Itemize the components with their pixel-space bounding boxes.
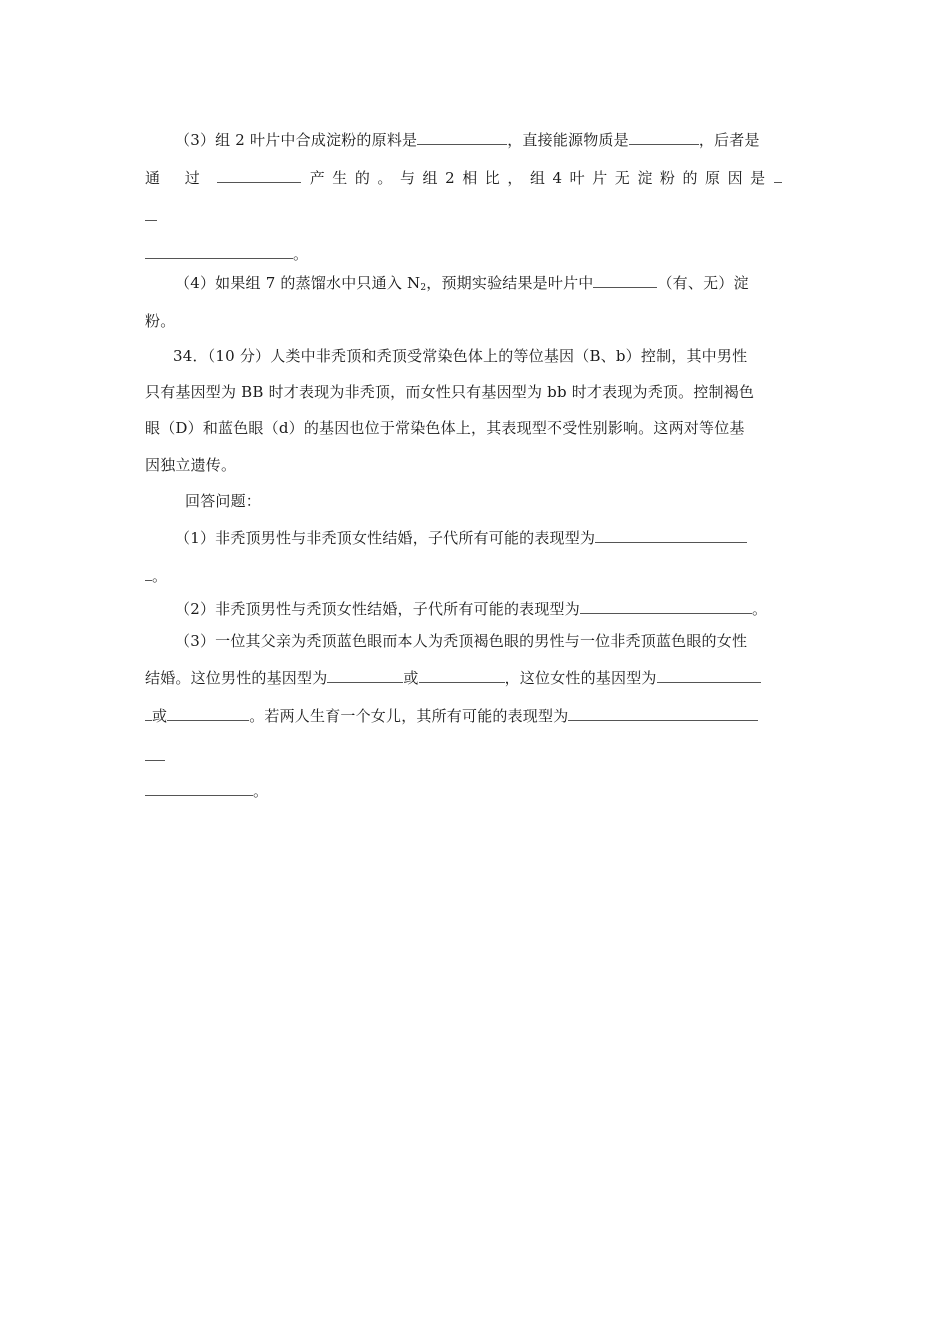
- text: 或: [403, 669, 419, 687]
- text: （4）如果组 7 的蒸馏水中只通入 N: [175, 274, 421, 292]
- text: ，这位女性的基因型为: [504, 669, 657, 687]
- q34-sub2-line1: [145, 599, 807, 618]
- q33-p3-line4: [145, 244, 807, 263]
- q34-intro-line2: [145, 383, 807, 401]
- answer-blank[interactable]: [145, 706, 152, 721]
- answer-blank[interactable]: [327, 668, 403, 683]
- answer-blank[interactable]: [629, 130, 699, 145]
- text: 或: [152, 707, 168, 725]
- q34-intro-line1: [145, 347, 805, 365]
- q33-p3-line3: [145, 206, 807, 225]
- answer-blank[interactable]: [145, 781, 253, 796]
- text: 。若两人生育一个女儿，其所有可能的表现型为: [249, 707, 569, 725]
- answer-blank[interactable]: [145, 566, 152, 581]
- text: （3）一位其父亲为秃顶蓝色眼而本人为秃顶褐色眼的男性与一位非秃顶蓝色眼的女性: [175, 632, 748, 650]
- q34-sub3-line2: [145, 668, 807, 687]
- text: 。: [152, 567, 168, 585]
- answer-blank[interactable]: [774, 168, 782, 183]
- text: 眼（D）和蓝色眼（d）的基因也位于常染色体上，其表现型不受性别影响。这两对等位基: [145, 419, 745, 437]
- text: 产 生 的 。 与 组 2 相 比 ， 组 4 叶 片 无 淀 粉 的 原 因 是: [309, 169, 765, 187]
- text: （2）非秃顶男性与秃顶女性结婚，子代所有可能的表现型为: [175, 600, 580, 618]
- text: 因独立遗传。: [145, 456, 237, 474]
- q34-intro-line4: [145, 456, 807, 474]
- text: 结婚。这位男性的基因型为: [145, 669, 328, 687]
- answer-blank[interactable]: [145, 244, 293, 259]
- text: ，预期实验结果是叶片中: [426, 274, 594, 292]
- q34-sub3-line4: [145, 746, 807, 765]
- text: 。: [751, 600, 768, 618]
- answer-blank[interactable]: [595, 528, 747, 543]
- text: ，直接能源物质是: [507, 131, 629, 149]
- q34-prompt: [145, 492, 807, 510]
- answer-blank[interactable]: [145, 746, 165, 761]
- q34-intro-line3: [145, 419, 807, 437]
- text: 。: [253, 782, 269, 800]
- subscript: 2: [420, 283, 427, 293]
- answer-blank[interactable]: [568, 706, 758, 721]
- text: 通 过: [145, 169, 208, 187]
- question-title: 34．（10 分）人类中非秃顶和秃顶受常染色体上的等位基因（B、b）控制，其中男性: [173, 347, 748, 365]
- answer-blank[interactable]: [417, 130, 507, 145]
- answer-blank[interactable]: [593, 273, 657, 288]
- text: 只有基因型为 BB 时才表现为非秃顶，而女性只有基因型为 bb 时才表现为秃顶。控制褐色: [145, 383, 755, 401]
- answer-blank[interactable]: [145, 206, 157, 221]
- text: 粉。: [145, 312, 176, 330]
- text: （1）非秃顶男性与非秃顶女性结婚，子代所有可能的表现型为: [175, 529, 596, 547]
- q34-sub3-line5: [145, 781, 807, 800]
- q34-sub3-line3: [145, 706, 807, 725]
- answer-blank[interactable]: [580, 599, 752, 614]
- answer-blank[interactable]: [657, 668, 761, 683]
- text: 回答问题：: [185, 492, 262, 510]
- text: （3）组 2 叶片中合成淀粉的原料是: [175, 131, 418, 149]
- q33-p4-line2: [145, 312, 807, 330]
- q34-sub1-line1: [145, 528, 807, 547]
- answer-blank[interactable]: [217, 168, 301, 183]
- text: 。: [293, 245, 309, 263]
- q34-sub3-line1: [145, 632, 807, 650]
- q33-p4-line1: [145, 273, 807, 297]
- text: （有、无）淀: [657, 274, 749, 292]
- q33-p3-line2: [145, 168, 807, 187]
- text: ，后者是: [698, 131, 760, 149]
- q34-sub1-line2: [145, 566, 807, 585]
- q33-p3-line1: [145, 130, 807, 149]
- answer-blank[interactable]: [419, 668, 505, 683]
- answer-blank[interactable]: [167, 706, 249, 721]
